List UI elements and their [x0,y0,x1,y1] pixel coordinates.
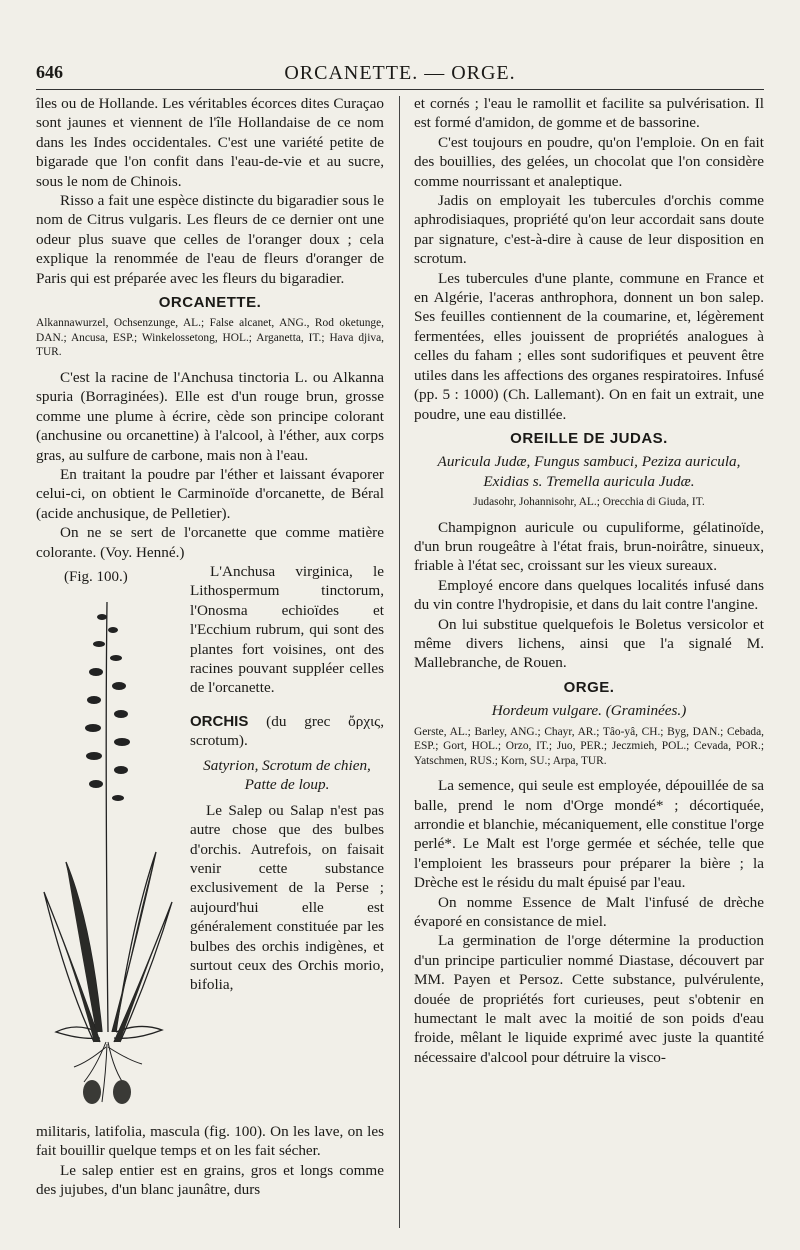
paragraph: En traitant la poudre par l'éther et laissant évaporer celui-ci, on obtient le Carminoïde d'orcanette, de Béral (acide anchusique, de Pelletier). [36,466,384,522]
paragraph: On ne se sert de l'orcanette que comme matière colorante. (Voy. Henné.) [36,524,384,561]
paragraph: La semence, qui seule est employée, dépouillée de sa balle, prend le nom d'Orge mondé* ; décortiquée, arrondie et blanchie, mécaniquement, elle constitue l'orge perlé*. Le Malt est l'orge germée et séchée, telle que l'emploient les brasseurs pour préparer la bière ; la Drèche est le résidu du malt épuisé par l'eau. [414,777,764,892]
synonyms: Judasohr, Johannisohr, AL.; Orecchia di Giuda, IT. [473,496,705,509]
paragraph: On lui substitue quelquefois le Boletus versicolor et même divers lichens, ainsi que l'a signalé M. Mallebranche, de Rouen. [414,615,764,672]
paragraph: îles ou de Hollande. Les véritables écorces dites Curaçao sont jaunes et viennent de l'île Hollandaise de ce nom dans les Indes occidentales. C'est une variété petite de bigarade que l'on confit dans l'eau-de-vie et au sucre, sous le nom de Chinois. [36,95,384,190]
paragraph: Le salep entier est en grains, gros et longs comme des jujubes, d'un blanc jaunâtre, durs [36,1161,384,1199]
paragraph: C'est la racine de l'Anchusa tinctoria L. ou Alkanna spuria (Borraginées). Elle est d'un rouge brun, grosse comme une plume à écrire, cède son principe colorant (anchusine ou orcanettine) à l'alcool, à l'éther, aux corps gras, au sulfure de carbone, mais non à l'eau. [36,368,384,464]
paragraph: Champignon auricule ou cupuliforme, gélatinoïde, d'un brun rougeâtre à l'état frais, brun-noirâtre, sinueux, friable à l'état sec, croissant sur les vieux sureaux. [414,518,764,575]
orchis-heading-block [190,712,384,750]
figure-caption: (Fig. 100.) [64,569,128,586]
paragraph: La germination de l'orge détermine la production d'un principe particulier nommé Diastase, découvert par MM. Payen et Persoz. Cette substance, pulvérulente, douée de propriétés fort curieuses, peut s'obtenir en humectant le malt avec la moitié de son poids d'eau froide, mêlant le liquide exprimé avec juste la quantité nécessaire d'alcool pour détruire la visco- [414,932,764,1066]
orchis-plant-illustration [36,562,178,1122]
paragraph: L'Anchusa virginica, le Lithospermum tinctorum, l'Onosma echioïdes et l'Ecchium rubrum, qui sont des plantes fort voisines, ont des racines pouvant suppléer celles de l'orcanette. [190,563,384,697]
paragraph: Le Salep ou Salap n'est pas autre chose que des bulbes d'orchis. Autrefois, on faisait venir cette substance exclusivement de la Perse ; aujourd'hui elle est généralement constituée par les bulbes des orchis indigènes, et surtout ceux des Orchis morio, bifolia, [190,801,384,994]
orchis-synonyms: Satyrion, Scrotum de chien, Patte de loup. [203,756,371,794]
running-header [36,58,764,86]
right-column [414,94,764,1067]
column-divider [399,96,400,1228]
paragraph: On nomme Essence de Malt l'infusé de drèche évaporé en consistance de miel. [414,893,764,931]
paragraph: militaris, latifolia, mascula (fig. 100). On les lave, on les fait bouillir quelque temps et on les fait sécher. [36,1123,384,1160]
paragraph: Les tubercules d'une plante, commune en France et en Algérie, l'aceras anthrophora, donnent un bon salep. Ses feuilles contiennent de la coumarine, et, légèrement fermentées, elles jouissent de propriétés analogues à celles du faham ; elles sont sudorifiques et peuvent être utiles dans les affections des organes respiratoires. Infusé (pp. 5 : 1000) (Ch. Lallemant). On en fait un extrait, une poudre, une eau distillée. [414,269,764,423]
latin-names: Auricula Judæ, Fungus sambuci, Peziza auricula, Exidias s. Tremella auricula Judæ. [437,453,741,490]
section-title-orge: ORGE. [563,678,615,696]
paragraph: Risso a fait une espèce distincte du bigaradier sous le nom de Citrus vulgaris. Les fleurs de ce dernier ont une odeur plus suave que celles de l'oranger doux ; cela explique la renommée de l'eau de fleurs d'oranger de Paris qui est préparée avec les fleurs du bigaradier. [36,192,384,287]
paragraph: Jadis on employait les tubercules d'orchis comme aphrodisiaques, propriété qu'on leur accordait sans doute par signature, c'est-à-dire à cause de leur disposition en scrotum. [414,192,764,268]
running-title: ORCANETTE. — ORGE. [284,62,516,84]
orchis-etymology: (du grec ὄρχις, scrotum). [190,712,384,749]
page-number: 646 [36,62,63,82]
paragraph: Employé encore dans quelques localités infusé dans du vin contre l'hydropisie, et dans du lait contre l'angine. [414,576,764,614]
section-title-oreille-de-judas: OREILLE DE JUDAS. [510,429,668,447]
header-rule [36,89,764,90]
paragraph: C'est toujours en poudre, qu'on l'emploie. On en fait des bouillies, des gelées, un chocolat que l'on considère comme nourrissant et analeptique. [414,133,764,190]
synonyms: Alkannawurzel, Ochsenzunge, AL.; False alcanet, ANG., Rod oketunge, DAN.; Ancusa, ESP.; Winkelossetong, HOL.; Arganetta, IT.; Hava djiva, TUR. [36,317,384,359]
latin-names: Hordeum vulgare. (Graminées.) [491,702,687,720]
section-title-orchis: ORCHIS [190,712,249,730]
section-title-orcanette: ORCANETTE. [158,294,262,312]
synonyms: Gerste, AL.; Barley, ANG.; Chayr, AR.; Tâo-yâ, CH.; Byg, DAN.; Cebada, ESP.; Gort, HOL.; Orzo, IT.; Juo, PER.; Jeczmieh, POL.; Cevada, POR.; Yatschmen, RUS.; Korn, SU.; Arpa, TUR. [414,725,764,767]
paragraph: et cornés ; l'eau le ramollit et facilite sa pulvérisation. Il est formé d'amidon, de gomme et de bassorine. [414,95,764,132]
figure-side-text [190,562,384,995]
left-column [36,94,384,1200]
figure-block [36,562,384,1122]
